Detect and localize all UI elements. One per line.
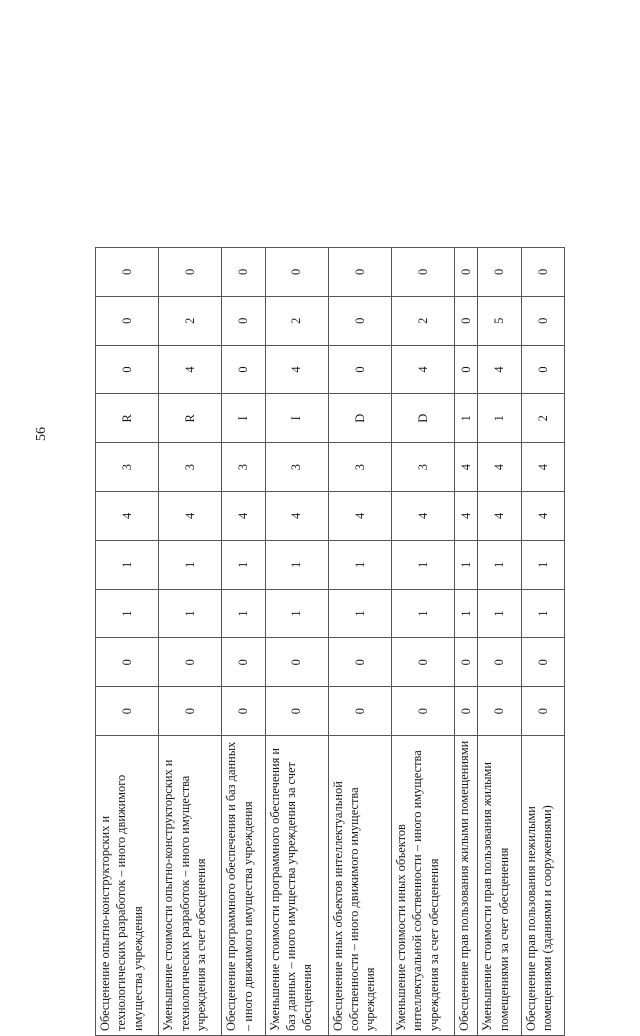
code-cell: 4 [478, 345, 521, 394]
code-cell: 0 [222, 638, 265, 687]
code-cell: 4 [391, 492, 454, 541]
code-cell: I [222, 394, 265, 443]
code-cell: 0 [478, 248, 521, 297]
code-cell: 4 [96, 492, 159, 541]
code-cell: R [96, 394, 159, 443]
code-cell: 0 [222, 248, 265, 297]
code-cell: 0 [328, 296, 391, 345]
code-cell: 4 [328, 492, 391, 541]
table-body [96, 248, 565, 1036]
code-cell: 0 [391, 638, 454, 687]
code-cell: 1 [521, 540, 564, 589]
code-cell: 0 [265, 248, 328, 297]
code-cell: 0 [521, 248, 564, 297]
code-cell: 1 [391, 540, 454, 589]
code-cell: 1 [265, 589, 328, 638]
code-cell: 0 [521, 638, 564, 687]
code-cell: 1 [478, 589, 521, 638]
code-cell: 0 [521, 345, 564, 394]
code-cell: 4 [454, 443, 477, 492]
code-cell: D [328, 394, 391, 443]
code-cell: 0 [454, 638, 477, 687]
row-name: Обесценение иных объектов интеллектуальной собственности – иного движимого имущества учреждения [328, 736, 391, 1036]
code-cell: 4 [478, 492, 521, 541]
code-cell: 0 [96, 687, 159, 736]
table-row [478, 248, 521, 1036]
table-row [328, 248, 391, 1036]
table-row [521, 248, 564, 1036]
code-cell: 0 [521, 687, 564, 736]
table-row [454, 248, 477, 1036]
code-cell: 0 [159, 248, 222, 297]
code-cell: R [159, 394, 222, 443]
code-cell: 0 [391, 248, 454, 297]
code-cell: 0 [159, 687, 222, 736]
table-row [222, 248, 265, 1036]
code-cell: 0 [478, 638, 521, 687]
code-cell: 1 [222, 589, 265, 638]
code-cell: 3 [96, 443, 159, 492]
table-row [159, 248, 222, 1036]
code-cell: 4 [265, 345, 328, 394]
code-cell: 4 [265, 492, 328, 541]
code-cell: 4 [521, 443, 564, 492]
code-cell: 1 [222, 540, 265, 589]
code-cell: 1 [159, 540, 222, 589]
code-cell: 0 [478, 687, 521, 736]
code-cell: 4 [159, 345, 222, 394]
code-cell: 1 [454, 394, 477, 443]
code-cell: 0 [328, 638, 391, 687]
code-cell: 1 [478, 540, 521, 589]
code-cell: 1 [328, 540, 391, 589]
row-name: Обесценение прав пользования жилыми помещениями [454, 736, 477, 1036]
code-cell: 3 [265, 443, 328, 492]
row-name: Уменьшение стоимости прав пользования жилыми помещениями за счет обесценения [478, 736, 521, 1036]
code-cell: 4 [521, 492, 564, 541]
table-row [265, 248, 328, 1036]
code-cell: 2 [265, 296, 328, 345]
code-cell: 3 [159, 443, 222, 492]
code-cell: 0 [454, 687, 477, 736]
code-cell: 4 [222, 492, 265, 541]
row-name: Уменьшение стоимости программного обеспечения и баз данных – иного имущества учреждения за счет обесценения [265, 736, 328, 1036]
code-cell: 4 [391, 345, 454, 394]
code-cell: 1 [521, 589, 564, 638]
code-cell: 1 [159, 589, 222, 638]
row-name: Обесценение опытно-конструкторских и технологических разработок – иного движимого имущества учреждения [96, 736, 159, 1036]
code-cell: 0 [96, 345, 159, 394]
code-cell: 1 [265, 540, 328, 589]
code-cell: 0 [265, 638, 328, 687]
account-table [95, 247, 565, 1036]
code-cell: 4 [454, 492, 477, 541]
code-cell: 0 [96, 248, 159, 297]
code-cell: 0 [328, 248, 391, 297]
row-name: Уменьшение стоимости иных объектов интеллектуальной собственности – иного имущества учреждения за счет обесценения [391, 736, 454, 1036]
code-cell: 0 [521, 296, 564, 345]
code-cell: 3 [391, 443, 454, 492]
code-cell: 1 [96, 589, 159, 638]
code-cell: 0 [265, 687, 328, 736]
table-row [96, 248, 159, 1036]
code-cell: 2 [521, 394, 564, 443]
code-cell: 1 [328, 589, 391, 638]
code-cell: 1 [454, 540, 477, 589]
code-cell: 5 [478, 296, 521, 345]
code-cell: 1 [391, 589, 454, 638]
code-cell: D [391, 394, 454, 443]
code-cell: 4 [478, 443, 521, 492]
code-cell: I [265, 394, 328, 443]
row-name: Обесценение программного обеспечения и баз данных – иного движимого имущества учреждения [222, 736, 265, 1036]
code-cell: 3 [222, 443, 265, 492]
code-cell: 0 [328, 345, 391, 394]
code-cell: 0 [222, 687, 265, 736]
row-name: Обесценение прав пользования нежилыми помещениями (зданиями и сооружениями) [521, 736, 564, 1036]
code-cell: 0 [328, 687, 391, 736]
code-cell: 1 [454, 589, 477, 638]
code-cell: 1 [478, 394, 521, 443]
rotated-table-wrapper [95, 248, 565, 1036]
code-cell: 0 [222, 345, 265, 394]
table-row [391, 248, 454, 1036]
code-cell: 0 [96, 296, 159, 345]
code-cell: 3 [328, 443, 391, 492]
code-cell: 2 [159, 296, 222, 345]
code-cell: 0 [391, 687, 454, 736]
code-cell: 0 [222, 296, 265, 345]
code-cell: 0 [454, 296, 477, 345]
code-cell: 0 [159, 638, 222, 687]
code-cell: 0 [454, 345, 477, 394]
code-cell: 2 [391, 296, 454, 345]
code-cell: 0 [454, 248, 477, 297]
code-cell: 4 [159, 492, 222, 541]
page-number: 56 [34, 427, 49, 441]
code-cell: 0 [96, 638, 159, 687]
code-cell: 1 [96, 540, 159, 589]
row-name: Уменьшение стоимости опытно-конструкторских и технологических разработок – иного имущества учреждения за счет обесценения [159, 736, 222, 1036]
